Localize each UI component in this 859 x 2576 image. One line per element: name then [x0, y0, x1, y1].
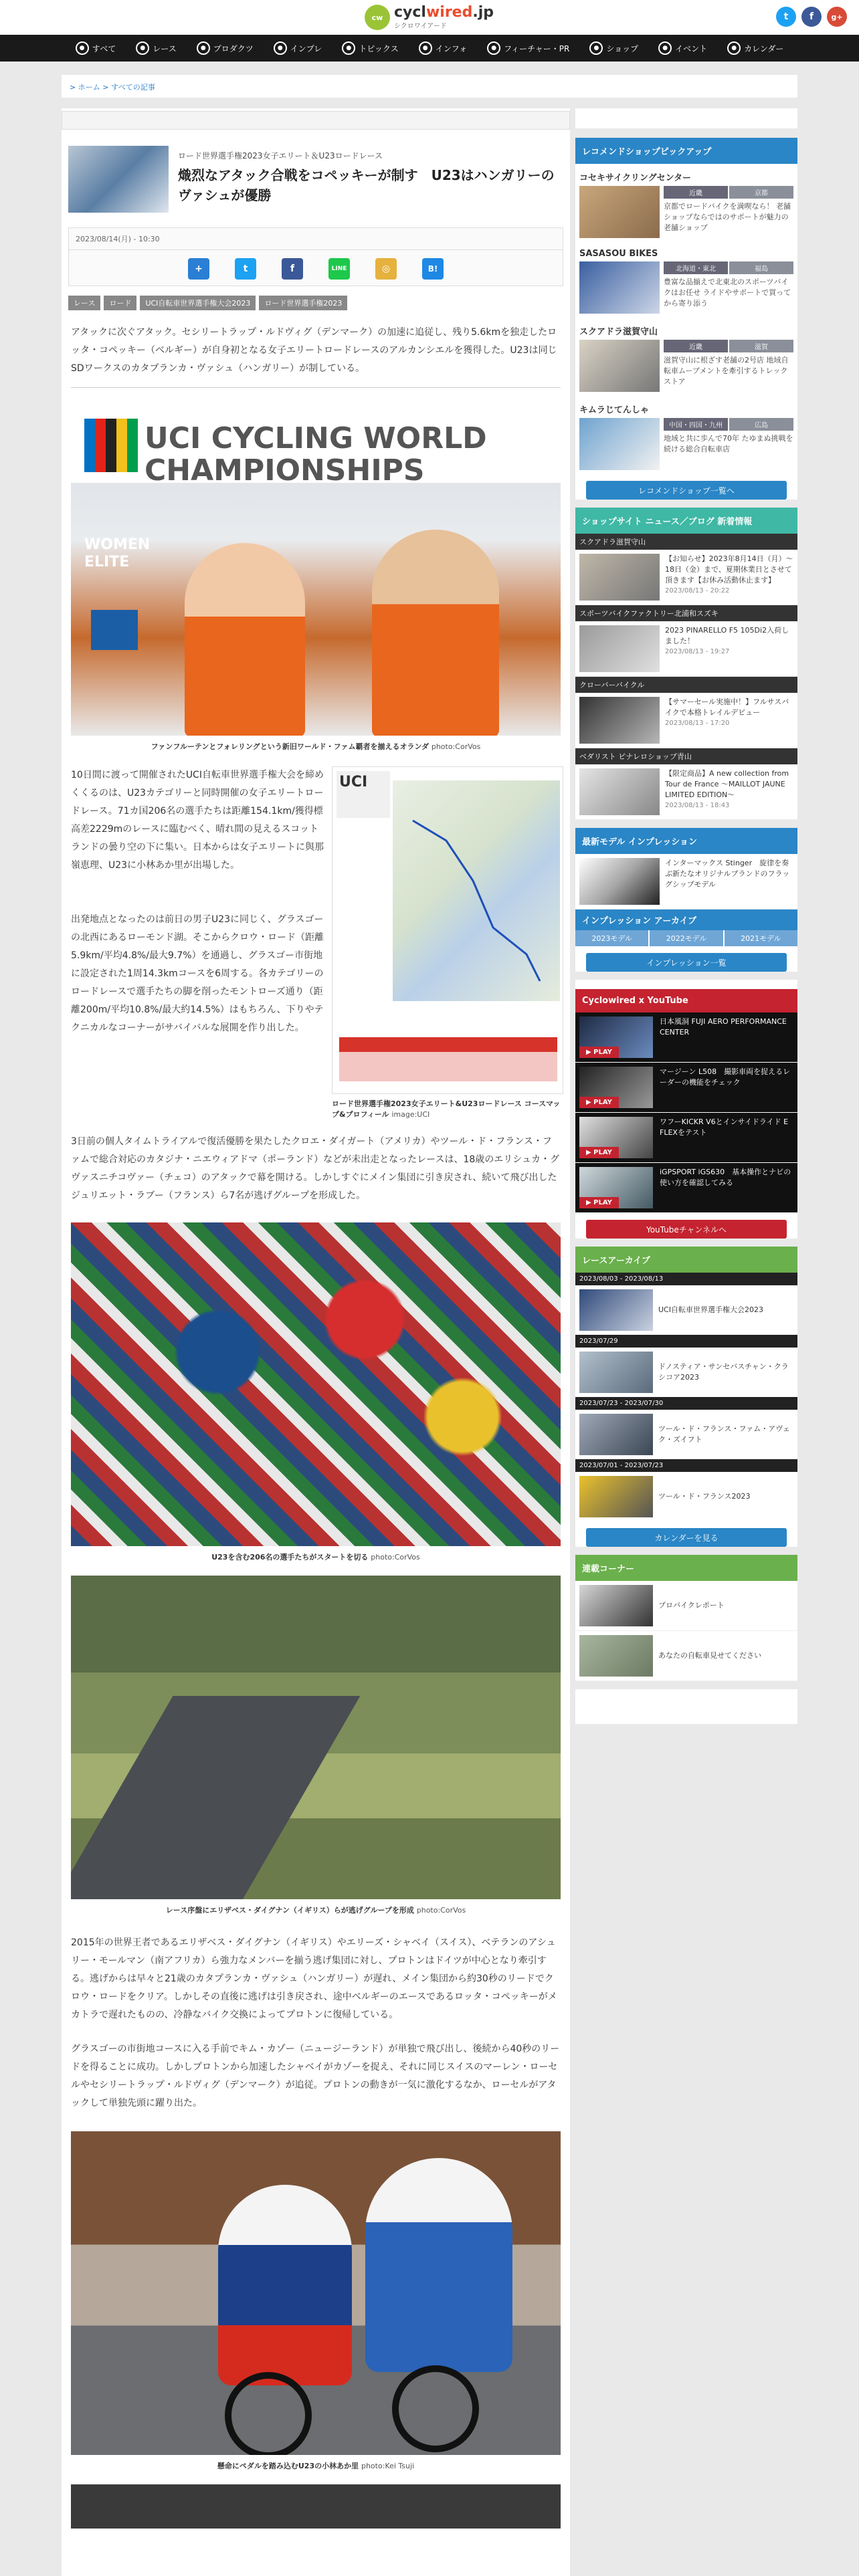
nav-item[interactable]	[265, 35, 331, 62]
shop-thumb	[579, 340, 660, 392]
nav-label: すべて	[92, 43, 116, 53]
blog-shop[interactable]: スポーツバイクファクトリー北浦和スズキ	[575, 605, 797, 621]
race-name: ツール・ド・フランス・ファム・アヴェク・ズイフト	[658, 1424, 790, 1444]
logo-text: cyclwired.jp	[394, 3, 494, 21]
photo4-caption: 懸命にペダルを踏み込むU23の小林あか里 photo:Kei Tsuji	[217, 2462, 415, 2470]
nav-label: ショップ	[606, 43, 639, 53]
uci-logo-icon: UCI	[337, 771, 390, 818]
article-meta	[68, 227, 563, 286]
race-thumb	[579, 1414, 653, 1455]
model-thumb	[579, 858, 660, 905]
race-thumb	[579, 1352, 653, 1393]
nav-label: インプレ	[290, 43, 322, 53]
share-twitter-icon[interactable]: t	[235, 258, 256, 280]
shop-region: 北海道・東北	[664, 261, 728, 274]
shop-item[interactable]	[575, 396, 797, 474]
breadcrumb-current[interactable]: すべての記事	[110, 83, 155, 92]
ad-banner	[62, 111, 570, 130]
photo-kobayashi	[71, 2131, 561, 2455]
shop-row	[579, 340, 793, 392]
nav-item[interactable]	[478, 35, 578, 62]
article-tag[interactable]: レース	[68, 296, 100, 310]
article-main	[62, 108, 570, 2576]
calendar-button[interactable]: カレンダーを見る	[586, 1528, 787, 1547]
nav-label: フィーチャー・PR	[504, 43, 570, 53]
google-plus-icon[interactable]: g+	[827, 7, 847, 27]
social-links	[776, 7, 847, 27]
nav-label: プロダクツ	[213, 43, 254, 53]
para3: 3日前の個人タイムトライアルで復活優勝を果たしたクロエ・ダイガート（アメリカ）やツール・ド・フランス・ファムで総合対応のカタジナ・ニエウィアドマ（ポーランド）などが未出走となったレースは、18歳のエリシュカ・グヴァスニチコヴァー（チェコ）のアタックで幕を開ける。しかしすぐにメイン集団に引き戻され、続いて飛び出したジュリエット・ラブー（フランス）ら7名が逃げグループを形成した。	[71, 1136, 559, 1201]
shop-name: スクアドラ滋賀守山	[579, 327, 658, 337]
race-date: 2023/07/01 - 2023/07/23	[575, 1459, 797, 1472]
article-tag[interactable]: UCI自転車世界選手権大会2023	[140, 296, 256, 310]
youtube-text: 日本風洞 FUJI AERO PERFORMANCE CENTER	[660, 1017, 787, 1037]
shop-prefecture: 広島	[729, 418, 793, 431]
shop-blog-title: ショップサイト ニュース／ブログ 新着情報	[575, 508, 797, 534]
article-thumbnail	[68, 146, 169, 213]
blog-shop[interactable]: クローバーバイクル	[575, 677, 797, 693]
photo1-women-elite: WOMEN ELITE	[84, 536, 151, 570]
info-icon: ●	[419, 41, 432, 55]
shop-tags	[664, 418, 793, 431]
nav-item[interactable]	[333, 35, 407, 62]
nav-label: インフォ	[435, 43, 468, 53]
play-button[interactable]: ▶ PLAY	[579, 1197, 619, 1208]
youtube-item[interactable]	[575, 1163, 797, 1213]
shop-desc: 豊富な品揃えで北東北のスポーツバイクはお任せ ライドやサポートで買ってから寄り添う	[664, 278, 791, 308]
para2: 出発地点となったのは前日の男子U23に同じく、グラスゴーの北西にあるローモンド湖。そこからクロウ・ロード（距離5.9km/平均4.8%/最大9.7%）を通過し、グラスゴー市街地に設定された1周14.3kmコースを6周する。各カテゴリーのロードレースで選手たちの脚を削ったモントローズ通り（距離200m/平均10.8%/最大約14.5%）はもちろん、下りやテクニカルなコーナーがサバイバルな展開を作り出した。	[71, 914, 324, 1033]
youtube-channel-button[interactable]: YouTubeチャンネルへ	[586, 1220, 787, 1239]
youtube-text: iGPSPORT iGS630 基本操作とナビの使い方を確認してみる	[660, 1168, 791, 1187]
blog-thumb	[579, 697, 660, 744]
para4: 2015年の世界王者であるエリザベス・ダイグナン（イギリス）やエリーズ・シャベイ（スイス）、ベテランのアシュリー・モールマン（南アフリカ）ら強力なメンバーを揃う逃げ集団に対し、プロトンはドイツが中心となり牽引する。逃げからは早々と21歳のカタプランカ・ヴァシュ（ハンガリー）が遅れ、メイン集団から約30秒のリードでクロウ・ロードをクリア。しかしその直後に逃げは引き戻され、途中ベルギーのエースであるロッタ・コペッキーがメカトラで遅れたものの、冷静なバイク交換によってプロトンに復帰している。	[71, 1937, 557, 2020]
shop-tags	[664, 261, 793, 274]
shop-region: 中国・四国・九州	[664, 418, 728, 431]
shop-pickup	[575, 138, 797, 500]
race-date: 2023/08/03 - 2023/08/13	[575, 1273, 797, 1285]
nav-item[interactable]	[581, 35, 647, 62]
impression-archive-title: インプレッション アーカイブ	[575, 909, 797, 930]
youtube-thumb	[579, 1117, 653, 1158]
logo-subtitle: シクロワイアード	[394, 22, 447, 30]
race-name: UCI自転車世界選手権大会2023	[658, 1305, 763, 1314]
shop-name: コセキサイクリングセンター	[579, 173, 692, 183]
rensai-thumb	[579, 1635, 653, 1677]
youtube-title: Cyclowired x YouTube	[575, 989, 797, 1012]
year-tab[interactable]: 2022モデル	[650, 930, 723, 946]
shop-row	[579, 418, 793, 470]
article-tag[interactable]: ロード世界選手権2023	[259, 296, 347, 310]
play-button[interactable]: ▶ PLAY	[579, 1097, 619, 1108]
twitter-icon[interactable]: t	[776, 7, 796, 27]
blog-text: 【サマーセール実施中！】フルサスバイクで本格トレイルデビュー	[665, 697, 789, 717]
model-text: インターマックス Stinger 旋律を奏ぶ新たなオリジナルブランドのフラッグシップモデル	[665, 859, 790, 889]
calendar-icon: ●	[727, 41, 741, 55]
shop-tags	[664, 340, 793, 352]
rensai-name: プロバイクレポート	[658, 1601, 725, 1610]
model-item[interactable]	[575, 854, 797, 909]
divider	[71, 387, 561, 388]
nav-item[interactable]	[188, 35, 262, 62]
list-icon: ●	[76, 41, 89, 55]
shop-prefecture: 福島	[729, 261, 793, 274]
blog-date: 2023/08/13 - 17:20	[665, 720, 730, 727]
nav-label: カレンダー	[744, 43, 784, 53]
race-thumb	[579, 1289, 653, 1331]
shop-desc: 地域と共に歩んで70年 たゆまぬ挑戦を続ける総合自転車店	[664, 434, 793, 453]
shop-prefecture: 京都	[729, 186, 793, 199]
shop-name: キムラじてんしゃ	[579, 405, 649, 415]
article-category[interactable]: ロード世界選手権2023女子エリート＆U23ロードレース	[178, 151, 383, 160]
photo-peloton	[71, 1222, 561, 1546]
shop-info	[664, 418, 793, 470]
shop-prefecture: 滋賀	[729, 340, 793, 352]
nav-label: イベント	[675, 43, 708, 53]
breadcrumb-home[interactable]: ホーム	[78, 83, 100, 92]
facebook-icon[interactable]: f	[801, 7, 822, 27]
blog-text: 【限定商品】A new collection from Tour de France 〜MAILLOT JAUNE LIMITED EDITION〜	[665, 769, 789, 799]
youtube-thumb	[579, 1016, 653, 1058]
shop-region: 近畿	[664, 340, 728, 352]
blog-date: 2023/08/13 - 20:22	[665, 587, 730, 595]
nav-item[interactable]	[719, 35, 792, 62]
blog-item[interactable]	[575, 693, 797, 748]
photo-podium	[71, 409, 561, 736]
model-title: 最新モデル インプレッション	[575, 828, 797, 854]
rensai-item[interactable]	[575, 1631, 797, 1681]
shop-desc: 京都でロードバイクを満喫なら！ 老舗ショップならではのサポートが魅力の老舗ショップ	[664, 202, 791, 232]
shop-blog	[575, 508, 797, 820]
course-map	[332, 766, 563, 1094]
shop-pickup-title: レコメンドショップピックアップ	[575, 138, 797, 164]
rensai-title: 連載コーナー	[575, 1555, 797, 1581]
blog-item[interactable]	[575, 621, 797, 677]
map-caption: ロード世界選手権2023女子エリート&U23ロードレース コースマップ&プロフィール image:UCI	[332, 1099, 561, 1119]
shop-thumb	[579, 186, 660, 238]
race-item[interactable]	[575, 1348, 797, 1397]
blog-body	[665, 697, 793, 744]
youtube	[575, 980, 797, 1239]
shop-region: 近畿	[664, 186, 728, 199]
nav-item[interactable]	[127, 35, 185, 62]
year-tab[interactable]: 2023モデル	[575, 930, 648, 946]
blog-date: 2023/08/13 - 19:27	[665, 648, 730, 655]
nav-item[interactable]	[410, 35, 476, 62]
share-plus-icon[interactable]: +	[188, 258, 209, 280]
youtube-text: マージーン L508 撮影車両を捉えるレーダーの機能をチェック	[660, 1067, 791, 1087]
youtube-item[interactable]	[575, 1063, 797, 1113]
breadcrumb	[62, 75, 797, 98]
nav-label: レース	[153, 43, 177, 53]
blog-thumb	[579, 554, 660, 601]
youtube-item[interactable]	[575, 1113, 797, 1163]
rensai	[575, 1555, 797, 1681]
sidebar-ad-bottom	[575, 1689, 797, 1724]
rensai-thumb	[579, 1585, 653, 1626]
nav-item[interactable]	[650, 35, 716, 62]
blog-thumb	[579, 768, 660, 815]
article-lead: アタックに次ぐアタック。セシリートラップ・ルドヴィグ（デンマーク）の加速に追従し、残り5.6kmを独走したロッタ・コペッキー（ベルギー）が自身初となる女子エリートロードレースのアルカンシエルを獲得した。U23は同じSDワークスのカタプランカ・ヴァシュ（ハンガリー）が制している。	[71, 327, 557, 374]
race-calendar-title: レースアーカイブ	[575, 1247, 797, 1273]
race-date: 2023/07/29	[575, 1335, 797, 1348]
blog-thumb	[579, 625, 660, 672]
shop-row	[579, 261, 793, 314]
feature-icon: ●	[487, 41, 500, 55]
blog-date: 2023/08/13 - 18:43	[665, 802, 730, 809]
course-route-icon	[393, 780, 560, 1001]
youtube-thumb	[579, 1067, 653, 1108]
youtube-text: ワフーKICKR V6とインサイドライド E FLEXをテスト	[660, 1117, 789, 1137]
model-impression	[575, 828, 797, 972]
main-nav	[0, 35, 859, 62]
breadcrumb-sep: >	[70, 83, 76, 92]
race-name: ツール・ド・フランス2023	[658, 1492, 751, 1501]
race-item[interactable]	[575, 1410, 797, 1459]
para5: グラスゴーの市街地コースに入る手前でキム・カゾー（ニュージーランド）が単独で飛び出し、後続から40秒のリードを得ることに成功。しかしプロトンから加速したシャベイがカゾーを捉え、それに同じスイスのマーレン・ローセルやセシリートラップ・ルドヴィグ（デンマーク）が追従。プロトンの動きが一気に激化するなか、ローセルがアタックして単独先頭に躍り出た。	[71, 2044, 560, 2109]
share-facebook-icon[interactable]: f	[282, 258, 303, 280]
photo3-caption: レース序盤にエリザベス・ダイグナン（イギリス）らが逃げグループを形成 photo:CorVos	[165, 1906, 466, 1915]
topics-icon: ●	[342, 41, 355, 55]
site-logo[interactable]	[365, 3, 498, 31]
blog-body	[665, 768, 793, 815]
share-hatena-icon[interactable]: B!	[422, 258, 444, 280]
race-calendar	[575, 1247, 797, 1547]
shop-thumb	[579, 261, 660, 314]
shop-info	[664, 261, 793, 314]
shop-desc: 滋賀守山に根ざす老舗の2号店 地域自転車ムーブメントを牽引するトレックストア	[664, 356, 789, 386]
blog-shop[interactable]: スクアドラ滋賀守山	[575, 534, 797, 550]
play-button[interactable]: ▶ PLAY	[579, 1047, 619, 1058]
blog-item[interactable]	[575, 764, 797, 820]
article-tags	[62, 286, 570, 310]
article-header	[62, 138, 570, 221]
course-section	[71, 766, 561, 1133]
event-icon: ●	[658, 41, 672, 55]
race-icon: ●	[136, 41, 149, 55]
photo1-banner: UCI CYCLING WORLD CHAMPIONSHIPS	[145, 421, 487, 488]
blog-text: 2023 PINARELLO F5 105Di2入荷しました！	[665, 626, 789, 645]
shop-icon: ●	[589, 41, 603, 55]
photo1-caption: ファンフルーテンとフォレリングという新旧ワールド・ファム覇者を揃えるオランダ photo:CorVos	[151, 742, 481, 751]
share-line-icon[interactable]: LINE	[328, 258, 350, 280]
race-item[interactable]	[575, 1285, 797, 1335]
shop-list-button[interactable]: レコメンドショップ一覧へ	[586, 481, 787, 500]
rensai-name: あなたの自転車見せてください	[658, 1651, 761, 1660]
shop-name: SASASOU BIKES	[579, 249, 658, 259]
youtube-thumb	[579, 1167, 653, 1208]
sidebar-ad	[575, 108, 797, 128]
photo2-caption: U23を含む206名の選手たちがスタートを切る photo:CorVos	[211, 1553, 420, 1562]
race-item[interactable]	[575, 1472, 797, 1521]
shop-item[interactable]	[575, 164, 797, 242]
breadcrumb-sep: >	[102, 83, 109, 92]
blog-item[interactable]	[575, 550, 797, 605]
para1: 10日間に渡って開催されたUCI自転車世界選手権大会を締めくくるのは、U23カテゴリーと同時開催の女子エリートロードレース。71カ国206名の選手たちは距離154.1km/獲得標高差2229mのレースに臨むべく、晴れ間の見えるスコットランドの曇り空の下に集い。日本からは女子エリートに與那嶺恵理、U23に小林あか里が出場した。	[71, 770, 324, 871]
race-date: 2023/07/23 - 2023/07/30	[575, 1397, 797, 1410]
share-buttons	[69, 258, 563, 280]
year-tab[interactable]: 2021モデル	[725, 930, 797, 946]
shop-info	[664, 340, 793, 392]
youtube-item[interactable]	[575, 1012, 797, 1063]
nav-label: トピックス	[359, 43, 399, 53]
rensai-item[interactable]	[575, 1581, 797, 1631]
blog-body	[665, 625, 793, 672]
shop-tags	[664, 186, 793, 199]
shop-item[interactable]	[575, 242, 797, 318]
article-tag[interactable]: ロード	[104, 296, 136, 310]
shop-thumb	[579, 418, 660, 470]
article-title: 熾烈なアタック合戦をコペッキーが制す U23はハンガリーのヴァシュが優勝	[178, 167, 555, 203]
play-button[interactable]: ▶ PLAY	[579, 1147, 619, 1158]
impression-icon: ●	[274, 41, 287, 55]
blog-text: 【お知らせ】2023年8月14日（月）〜18日（金）まで、夏期休業日とさせて頂きます【お休み活動休止ます】	[665, 554, 793, 584]
site-header	[0, 0, 859, 35]
nav-item[interactable]	[67, 35, 125, 62]
blog-body	[665, 554, 793, 601]
shop-item[interactable]	[575, 318, 797, 396]
race-thumb	[579, 1476, 653, 1517]
product-icon: ●	[197, 41, 210, 55]
race-name: ドノスティア・サンセバスチャン・クラシコア2023	[658, 1362, 789, 1382]
shop-row	[579, 186, 793, 238]
blog-shop[interactable]: ベダリスト ピナレロショップ青山	[575, 748, 797, 764]
shop-info	[664, 186, 793, 238]
impression-list-button[interactable]: インプレッション一覧	[586, 953, 787, 972]
share-pocket-icon[interactable]: ◎	[375, 258, 397, 280]
photo-next	[71, 2484, 561, 2529]
logo-mark: cw	[365, 5, 390, 30]
photo-breakaway	[71, 1576, 561, 1899]
article-date: 2023/08/14(月) - 10:30	[69, 228, 563, 250]
sidebar	[575, 108, 797, 1732]
